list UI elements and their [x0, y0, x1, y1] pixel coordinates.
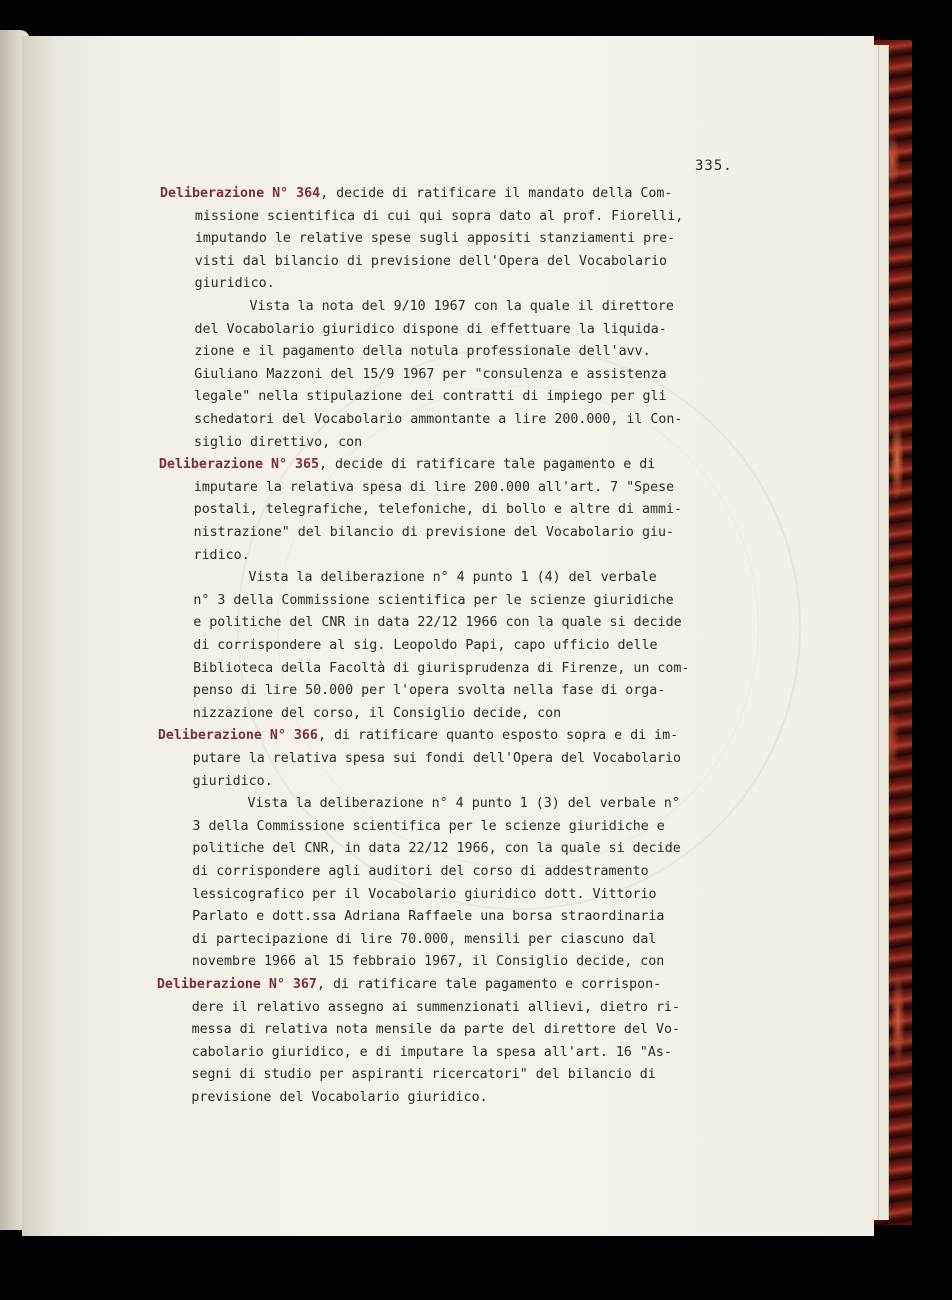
page-stack-edge: [878, 45, 889, 1220]
paragraph-line: Parlato e dott.ssa Adriana Raffaele una borsa straordinaria: [192, 909, 665, 925]
deliberation-line: messa di relativa nota mensile da parte del direttore del Vo-: [191, 1022, 680, 1038]
paragraph-line: di corrispondere al sig. Leopoldo Papi, capo ufficio delle: [193, 638, 658, 653]
deliberation-line: missione scientifica di cui qui sopra dato al prof. Fiorelli,: [194, 208, 684, 224]
deliberation-line: imputando le relative spese sugli appositi stanziamenti pre-: [194, 231, 676, 247]
deliberation-line: postali, telegrafiche, telefoniche, di bollo e altre di ammi-: [193, 502, 683, 518]
deliberation-label: Deliberazione N° 367: [156, 977, 317, 992]
paragraph-line: Vista la deliberazione n° 4 punto 1 (3) del verbale n°: [247, 796, 680, 812]
deliberation-line: putare la relativa spesa sui fondi dell'Opera del Vocabolario: [192, 751, 682, 766]
page-number: 335.: [695, 158, 733, 174]
paragraph-line: 3 della Commissione scientifica per le scienze giuridiche e: [192, 818, 665, 834]
paragraph-line: legale" nella stipulazione dei contratti di impiego per gli: [194, 389, 667, 405]
paragraph-line: Biblioteca della Facoltà di giurisprudenza di Firenze, un com-: [193, 660, 690, 676]
paragraph-line: Vista la deliberazione n° 4 punto 1 (4) del verbale: [248, 570, 657, 586]
deliberation-label: Deliberazione N° 365: [158, 457, 320, 473]
paragraph-line: Vista la nota del 9/10 1967 con la quale il direttore: [249, 299, 674, 314]
paragraph-line: e politiche del CNR in data 22/12 1966 con la quale si decide: [193, 615, 682, 631]
paragraph-line: di corrispondere agli auditori del corso di addestramento: [192, 864, 649, 879]
deliberation-line: Deliberazione N° 367, di ratificare tale pagamento e corrispon-: [156, 977, 662, 992]
paragraph-line: Giuliano Mazzoni del 15/9 1967 per "consulenza e assistenza: [194, 366, 667, 382]
paragraph-line: nizzazione del corso, il Consiglio decide, con: [192, 705, 562, 721]
paragraph-line: di partecipazione di lire 70.000, mensili per ciascuno dal: [192, 931, 657, 947]
deliberation-line: Deliberazione N° 365, decide di ratificare tale pagamento e di: [158, 457, 656, 473]
deliberation-line: ridico.: [193, 547, 250, 563]
paragraph-line: lessicografico per il Vocabolario giuridico dott. Vittorio: [192, 886, 657, 902]
paragraph-line: novembre 1966 al 15 febbraio 1967, il Consiglio decide, con: [191, 954, 665, 970]
deliberation-line: giuridico.: [192, 773, 273, 789]
deliberation-line: visti dal bilancio di previsione dell'Opera del Vocabolario: [194, 253, 668, 269]
deliberation-line: cabolario giuridico, e di imputare la spesa all'art. 16 "As-: [191, 1044, 672, 1060]
deliberation-label: Deliberazione N° 364: [160, 186, 321, 201]
paragraph-line: politiche del CNR, in data 22/12 1966, con la quale si decide: [192, 841, 681, 857]
deliberation-label: Deliberazione N° 366: [157, 728, 318, 744]
deliberation-line: nistrazione" del bilancio di previsione del Vocabolario giu-: [193, 525, 674, 540]
paragraph-line: schedatori del Vocabolario ammontante a lire 200.000, il Con-: [194, 412, 683, 427]
paragraph-line: zione e il pagamento della notula professionale dell'avv.: [194, 344, 651, 360]
paragraph-line: penso di lire 50.000 per l'opera svolta nella fase di orga-: [193, 683, 666, 699]
paragraph-line: siglio direttivo, con: [194, 434, 363, 450]
deliberation-line: giuridico.: [194, 276, 275, 292]
deliberation-line: dere il relativo assegno ai summenzionati allievi, dietro ri-: [191, 999, 681, 1015]
paragraph-line: del Vocabolario giuridico dispone di effettuare la liquida-: [194, 321, 667, 337]
deliberation-line: Deliberazione N° 364, decide di ratificare il mandato della Com-: [160, 186, 673, 201]
deliberation-line: Deliberazione N° 366, di ratificare quanto esposto sopra e di im-: [157, 728, 679, 744]
paragraph-line: n° 3 della Commissione scientifica per le scienze giuridiche: [193, 592, 674, 608]
deliberation-line: imputare la relativa spesa di lire 200.000 all'art. 7 "Spese: [193, 479, 675, 495]
deliberation-line: segni di studio per aspiranti ricercatori" del bilancio di: [191, 1067, 656, 1083]
deliberation-line: previsione del Vocabolario giuridico.: [191, 1090, 488, 1105]
